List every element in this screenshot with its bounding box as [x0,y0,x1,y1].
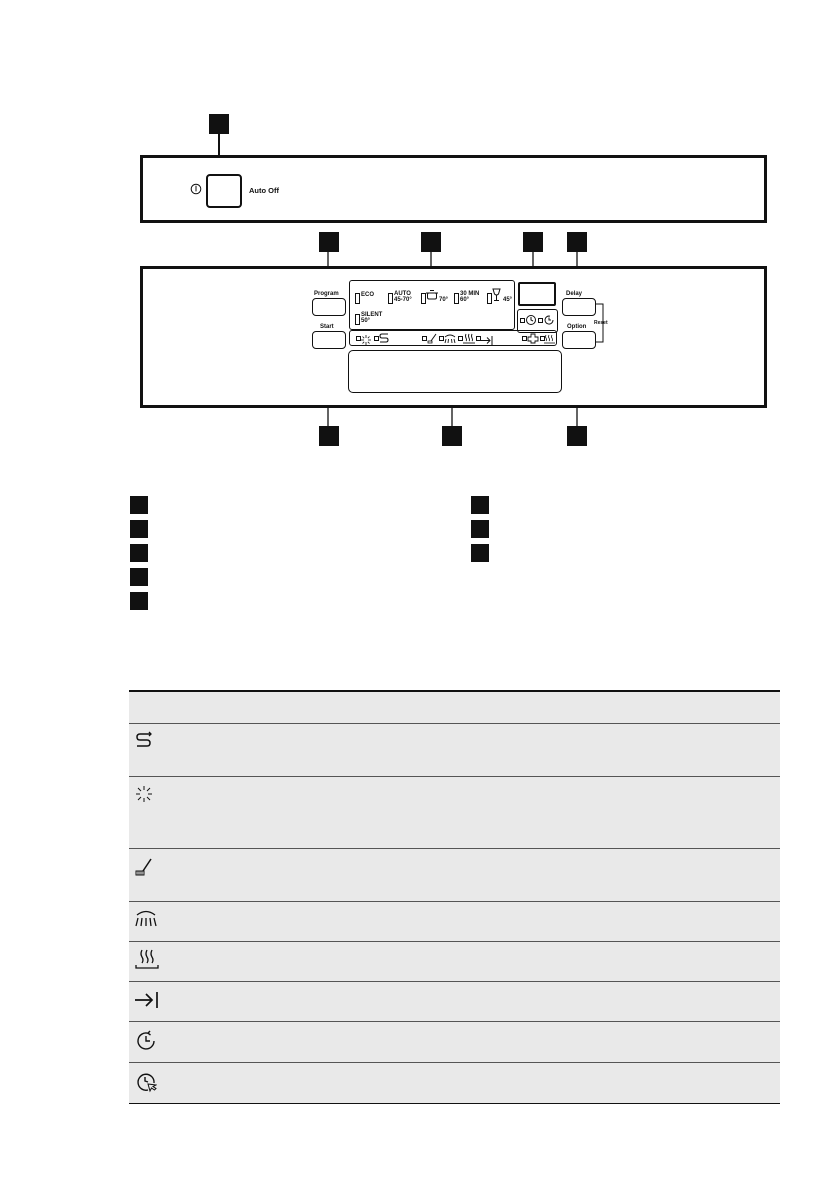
program-label: Program [314,291,339,297]
digital-display [518,282,556,306]
option-button[interactable] [562,331,596,349]
auto-off-label: Auto Off [249,186,279,195]
delay-button[interactable] [562,298,596,316]
legend-marker-1 [130,496,148,514]
start-button[interactable] [312,331,346,349]
legend-marker-4 [130,568,148,586]
program-auto-temp: 45-70° [394,297,412,303]
legend-marker-8 [471,544,489,562]
table-row-drying [129,942,780,982]
legend-marker-3 [130,544,148,562]
drying-icon [135,948,159,970]
rinse-aid-indicator-icon [379,331,389,349]
door-handle-recess [348,350,562,393]
program-glass-temp: 45° [503,297,513,303]
delay-icon [135,1030,157,1052]
option-indicator-icon-1 [527,331,539,349]
rinse-aid-icon [135,730,153,750]
table-row-time-manager [129,1063,780,1104]
program-30min-temp: 60° [460,297,470,303]
start-label: Start [320,324,334,330]
callout-marker-start [319,426,339,446]
legend-marker-7 [471,520,489,538]
brush-icon [135,857,153,877]
program-led-30min [454,293,459,304]
time-manager-indicator-icon [525,313,537,331]
program-silent-temp: 50° [361,318,371,324]
salt-icon [135,785,153,803]
reset-label: Reset [594,320,608,326]
program-button[interactable] [312,298,346,316]
time-manager-icon [135,1071,157,1093]
table-row-end [129,982,780,1022]
program-silent-label: SILENT [361,312,383,318]
table-row-salt [129,777,780,849]
table-row-rinse-aid [129,724,780,777]
end-indicator-icon [481,332,493,350]
legend-marker-5 [130,592,148,610]
end-icon [135,991,159,1009]
option-indicator-icon-2 [544,331,555,349]
program-led-auto [388,293,393,304]
table-row-brush [129,849,780,902]
program-led-silent [355,314,360,325]
program-auto-label: AUTO [394,291,411,297]
spray-icon [135,908,157,928]
drying-indicator-icon [463,331,475,349]
program-led-eco [355,293,360,304]
delay-label: Delay [566,291,583,297]
salt-indicator-icon [361,332,371,350]
callout-marker-option [567,426,587,446]
option-label: Option [567,324,587,330]
delay-indicator-icon [543,313,555,331]
brush-indicator-icon [427,331,437,349]
legend-marker-6 [471,496,489,514]
table-row-spray [129,902,780,942]
legend-marker-2 [130,520,148,538]
spray-indicator-icon [444,331,456,349]
program-30min-label: 30 MIN [460,291,480,297]
main-control-panel [140,266,767,408]
callout-marker-indicator-strip [442,426,462,446]
program-pots-temp: 70° [439,297,449,303]
table-header-row [129,692,780,724]
glass-icon [492,288,501,307]
program-eco-label: ECO [361,292,375,298]
table-row-delay [129,1022,780,1063]
pot-icon [426,288,438,306]
